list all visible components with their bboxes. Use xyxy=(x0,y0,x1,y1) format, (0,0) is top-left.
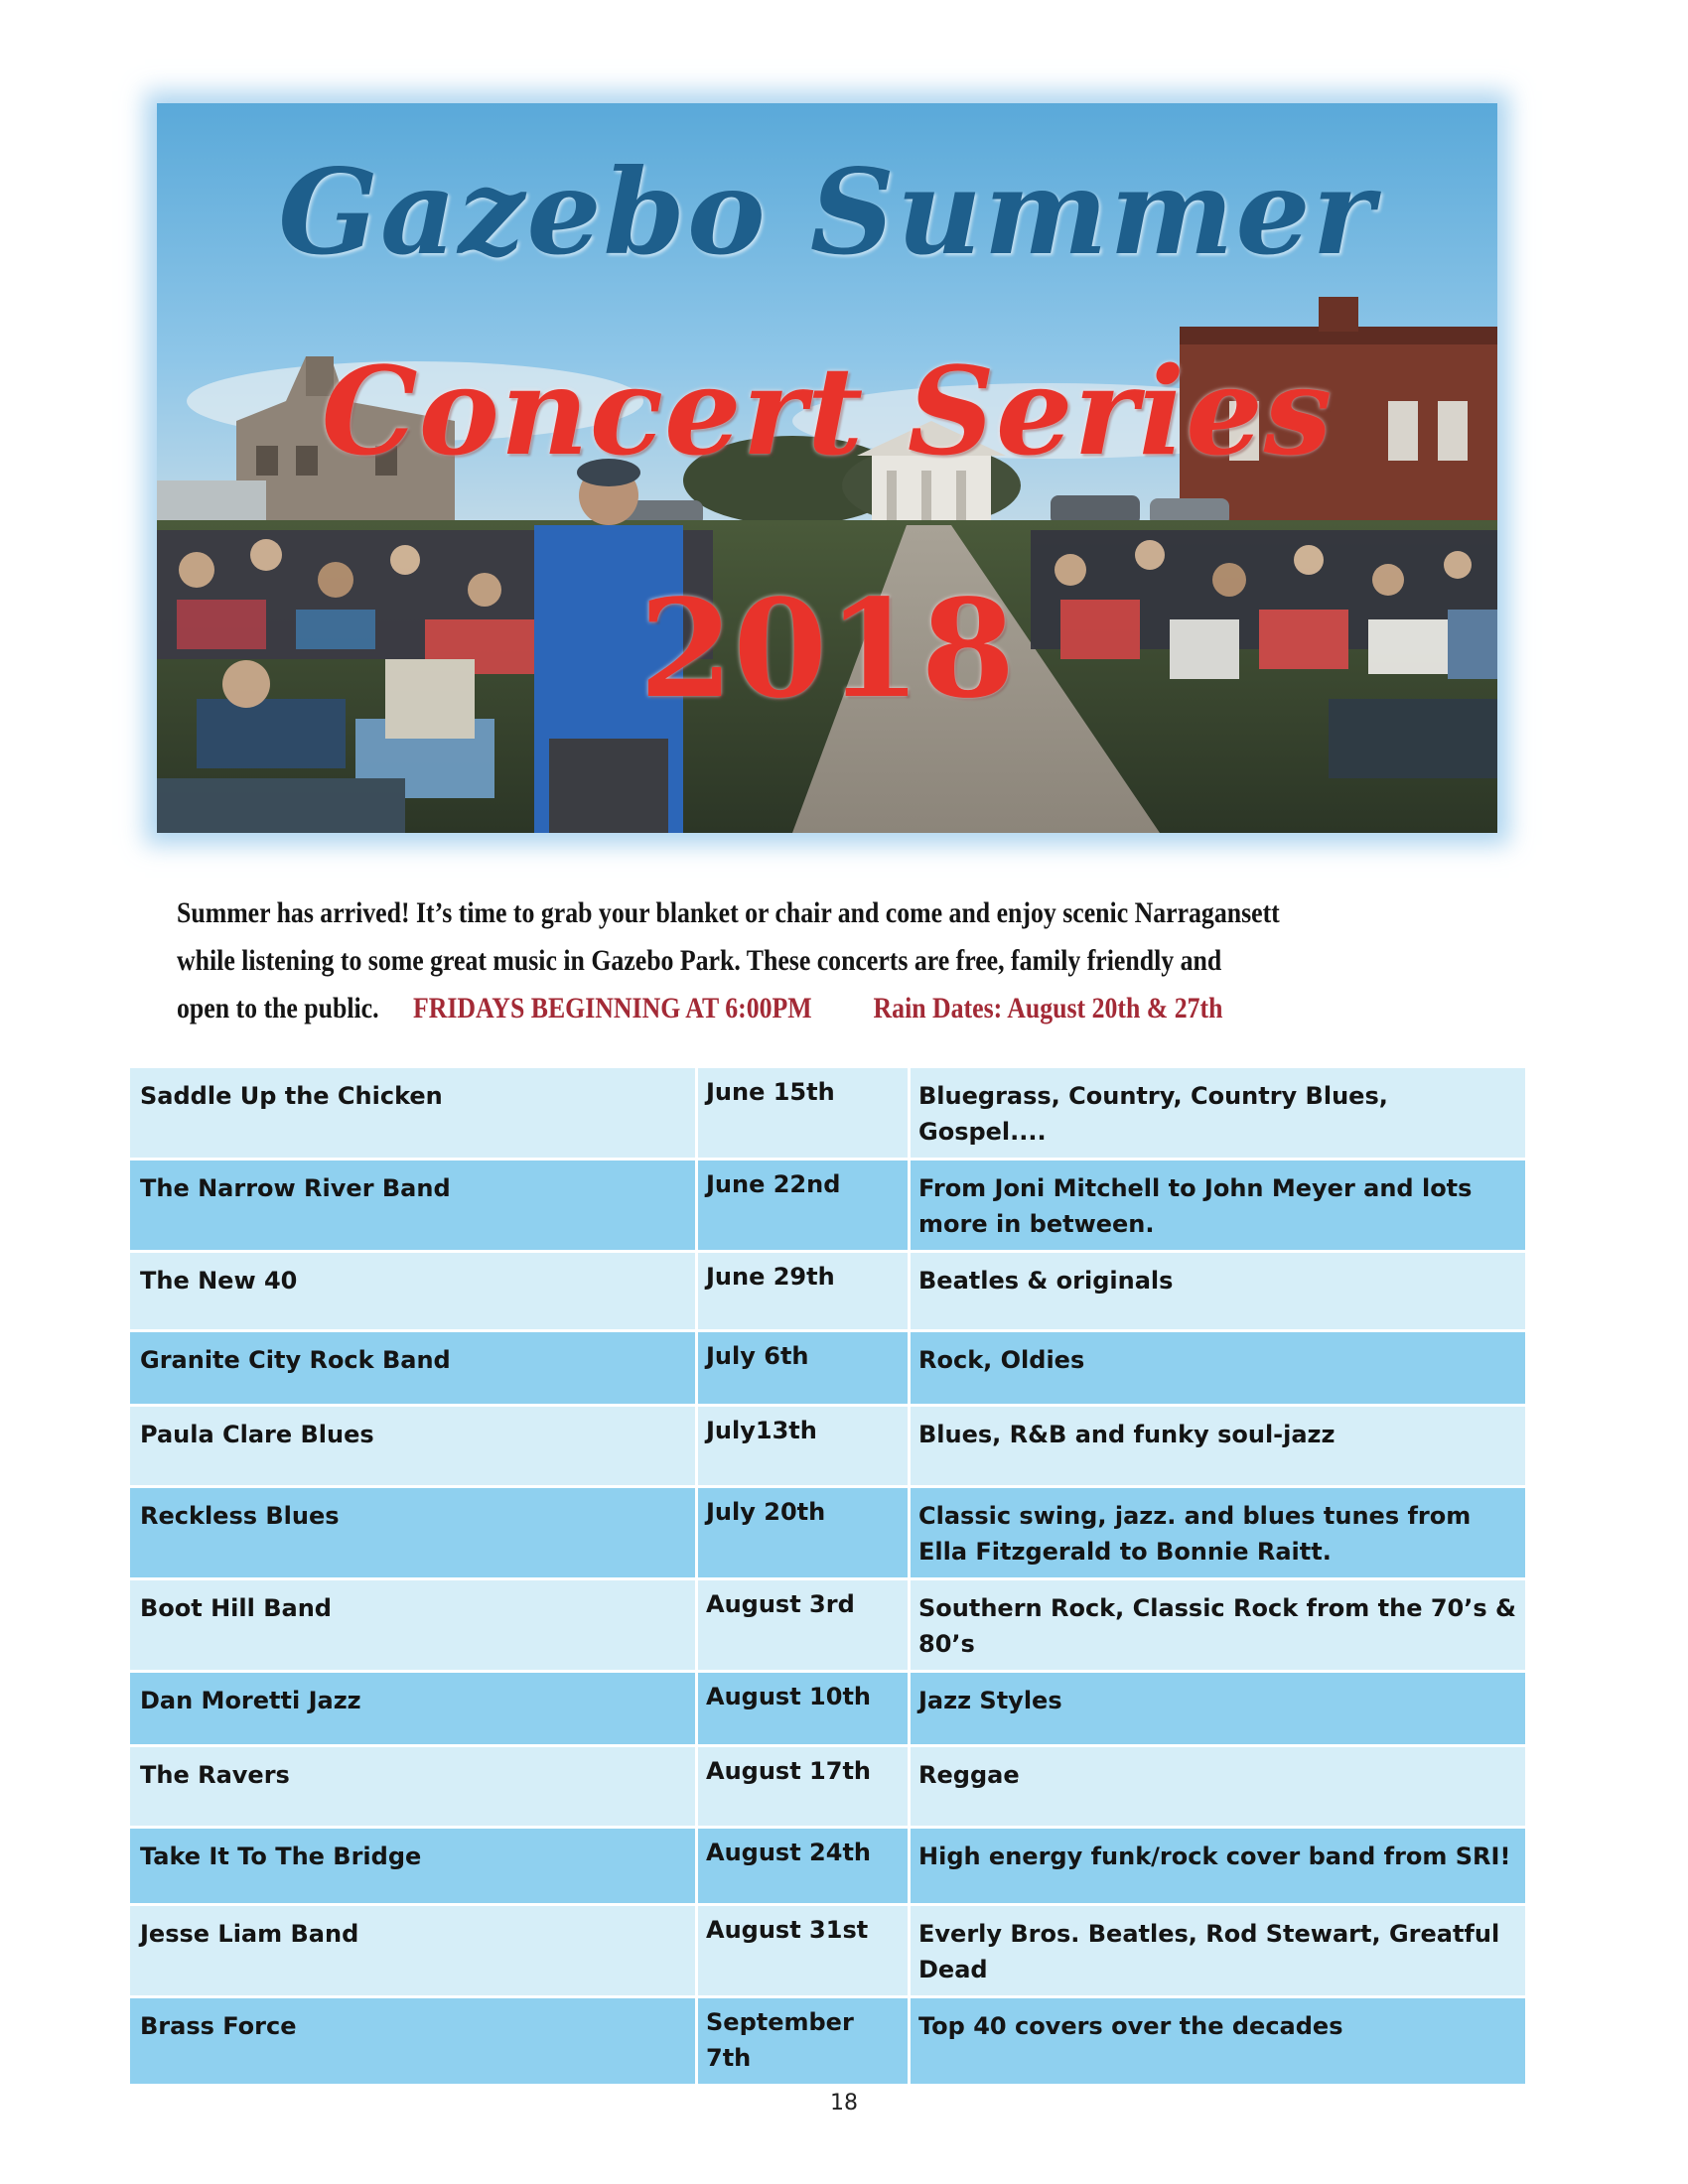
intro-line: Summer has arrived! It’s time to grab your blanket or chair and come and enjoy scenic Narragansett xyxy=(177,896,1280,929)
date-cell: August 17th xyxy=(697,1746,910,1828)
intro-line xyxy=(177,985,1287,1032)
description-cell: Reggae xyxy=(910,1746,1527,1828)
band-name-cell: The Ravers xyxy=(129,1746,697,1828)
description-cell: Bluegrass, Country, Country Blues, Gospel.... xyxy=(910,1067,1527,1160)
intro-line-end: open to the public. xyxy=(177,992,379,1024)
table-row xyxy=(129,1672,1527,1746)
date-cell: August 24th xyxy=(697,1828,910,1905)
band-name-cell: Granite City Rock Band xyxy=(129,1331,697,1406)
date-cell: August 31st xyxy=(697,1905,910,1997)
band-name-cell: Saddle Up the Chicken xyxy=(129,1067,697,1160)
banner-title-line2: Concert Series xyxy=(321,340,1334,482)
table-row xyxy=(129,1406,1527,1487)
description-cell: High energy funk/rock cover band from SRI! xyxy=(910,1828,1527,1905)
description-cell: Blues, R&B and funky soul-jazz xyxy=(910,1406,1527,1487)
intro-line: while listening to some great music in Gazebo Park. These concerts are free, family friendly and xyxy=(177,944,1222,977)
band-name-cell: Dan Moretti Jazz xyxy=(129,1672,697,1746)
band-name-cell: Take It To The Bridge xyxy=(129,1828,697,1905)
date-cell: July 6th xyxy=(697,1331,910,1406)
description-cell: Top 40 covers over the decades xyxy=(910,1997,1527,2086)
date-cell: June 22nd xyxy=(697,1160,910,1252)
band-name-cell: The New 40 xyxy=(129,1252,697,1331)
hero-banner xyxy=(157,103,1497,833)
table-row xyxy=(129,1331,1527,1406)
description-cell: Southern Rock, Classic Rock from the 70’s & 80’s xyxy=(910,1579,1527,1672)
description-cell: Beatles & originals xyxy=(910,1252,1527,1331)
description-cell: Rock, Oldies xyxy=(910,1331,1527,1406)
date-cell: July13th xyxy=(697,1406,910,1487)
band-name-cell: The Narrow River Band xyxy=(129,1160,697,1252)
table-row xyxy=(129,1067,1527,1160)
table-row xyxy=(129,1746,1527,1828)
fridays-notice: FRIDAYS BEGINNING AT 6:00PM xyxy=(412,992,812,1024)
description-cell: Classic swing, jazz. and blues tunes from Ella Fitzgerald to Bonnie Raitt. xyxy=(910,1487,1527,1579)
table-row xyxy=(129,1905,1527,1997)
date-cell: July 20th xyxy=(697,1487,910,1579)
band-name-cell: Reckless Blues xyxy=(129,1487,697,1579)
date-cell: August 3rd xyxy=(697,1579,910,1672)
page-number: 18 xyxy=(830,2091,858,2116)
band-name-cell: Brass Force xyxy=(129,1997,697,2086)
table-row xyxy=(129,1997,1527,2086)
concert-schedule-table xyxy=(127,1065,1528,2087)
table-row xyxy=(129,1579,1527,1672)
table-row xyxy=(129,1487,1527,1579)
band-name-cell: Boot Hill Band xyxy=(129,1579,697,1672)
rain-dates-notice: Rain Dates: August 20th & 27th xyxy=(873,992,1223,1024)
banner-title-year: 2018 xyxy=(638,570,1016,729)
banner-title-line1: Gazebo Summer xyxy=(278,143,1376,281)
date-cell: June 15th xyxy=(697,1067,910,1160)
description-cell: From Joni Mitchell to John Meyer and lots more in between. xyxy=(910,1160,1527,1252)
table-row xyxy=(129,1160,1527,1252)
date-cell: August 10th xyxy=(697,1672,910,1746)
date-cell: June 29th xyxy=(697,1252,910,1331)
description-cell: Everly Bros. Beatles, Rod Stewart, Greatful Dead xyxy=(910,1905,1527,1997)
table-row xyxy=(129,1828,1527,1905)
band-name-cell: Jesse Liam Band xyxy=(129,1905,697,1997)
date-cell: September 7th xyxy=(697,1997,910,2086)
schedule-body xyxy=(129,1067,1527,2086)
description-cell: Jazz Styles xyxy=(910,1672,1527,1746)
band-name-cell: Paula Clare Blues xyxy=(129,1406,697,1487)
table-row xyxy=(129,1252,1527,1331)
intro-paragraph xyxy=(177,889,1287,1032)
